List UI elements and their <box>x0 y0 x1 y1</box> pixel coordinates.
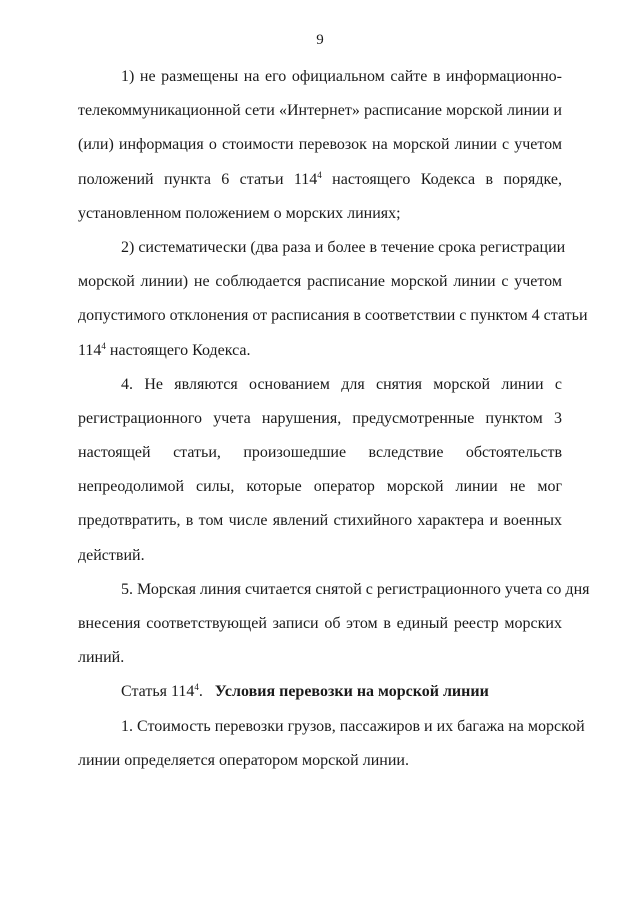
superscript: 4 <box>101 340 106 351</box>
paragraph-item-1 <box>78 60 562 231</box>
text-line <box>78 675 562 709</box>
text-segment: 114 <box>78 341 102 359</box>
text-line: (или) информация о стоимости перевозок на морской линии с учетом <box>78 136 562 154</box>
text-line: установленном положением о морских линиях; <box>78 204 401 222</box>
text-line: 1) не размещены на его официальном сайте в информационно- <box>121 68 562 85</box>
text-segment: настоящего Кодекса. <box>105 341 251 359</box>
text-line: линий. <box>78 649 125 667</box>
text-line: предотвратить, в том числе явлений стихийного характера и военных <box>78 512 562 530</box>
superscript: 4 <box>194 682 199 693</box>
article-heading <box>78 675 562 709</box>
document-body <box>78 60 590 778</box>
text-line: действий. <box>78 546 145 564</box>
text-line: настоящей статьи, произошедшие вследствие обстоятельств <box>78 444 562 462</box>
superscript: 4 <box>317 169 322 180</box>
text-line <box>78 334 562 368</box>
text-line: линии определяется оператором морской линии. <box>78 751 409 769</box>
paragraph-article-point-1 <box>78 710 585 778</box>
text-line: внесения соответствующей записи об этом в единый реестр морских <box>78 615 562 632</box>
paragraph-point-5 <box>78 573 590 676</box>
page-number: 9 <box>316 32 324 48</box>
text-segment: положений пункта 6 статьи 114 <box>78 170 318 188</box>
text-line: регистрационного учета нарушения, предусмотренные пунктом 3 <box>78 409 562 427</box>
text-line: 4. Не являются основанием для снятия морской линии с <box>121 375 562 393</box>
text-line: допустимого отклонения от расписания в соответствии с пунктом 4 статьи <box>78 307 588 325</box>
text-line: непреодолимой силы, которые оператор морской линии не мог <box>78 478 562 496</box>
paragraph-item-2 <box>78 231 588 368</box>
article-title: Условия перевозки на морской линии <box>214 683 489 701</box>
text-segment: настоящего Кодекса в порядке, <box>321 170 562 188</box>
text-line <box>78 163 562 197</box>
text-line: морской линии) не соблюдается расписание морской линии с учетом <box>78 273 562 291</box>
text-line: 2) систематически (два раза и более в течение срока регистрации <box>121 238 566 256</box>
article-label: Статья 114 <box>121 683 195 701</box>
text-line: 1. Стоимость перевозки грузов, пассажиров и их багажа на морской <box>121 717 585 735</box>
text-line: телекоммуникационной сети «Интернет» расписание морской линии и <box>78 102 562 120</box>
article-label-dot: . <box>198 683 203 701</box>
paragraph-point-4 <box>78 368 562 573</box>
text-line: 5. Морская линия считается снятой с регистрационного учета со дня <box>121 580 590 598</box>
